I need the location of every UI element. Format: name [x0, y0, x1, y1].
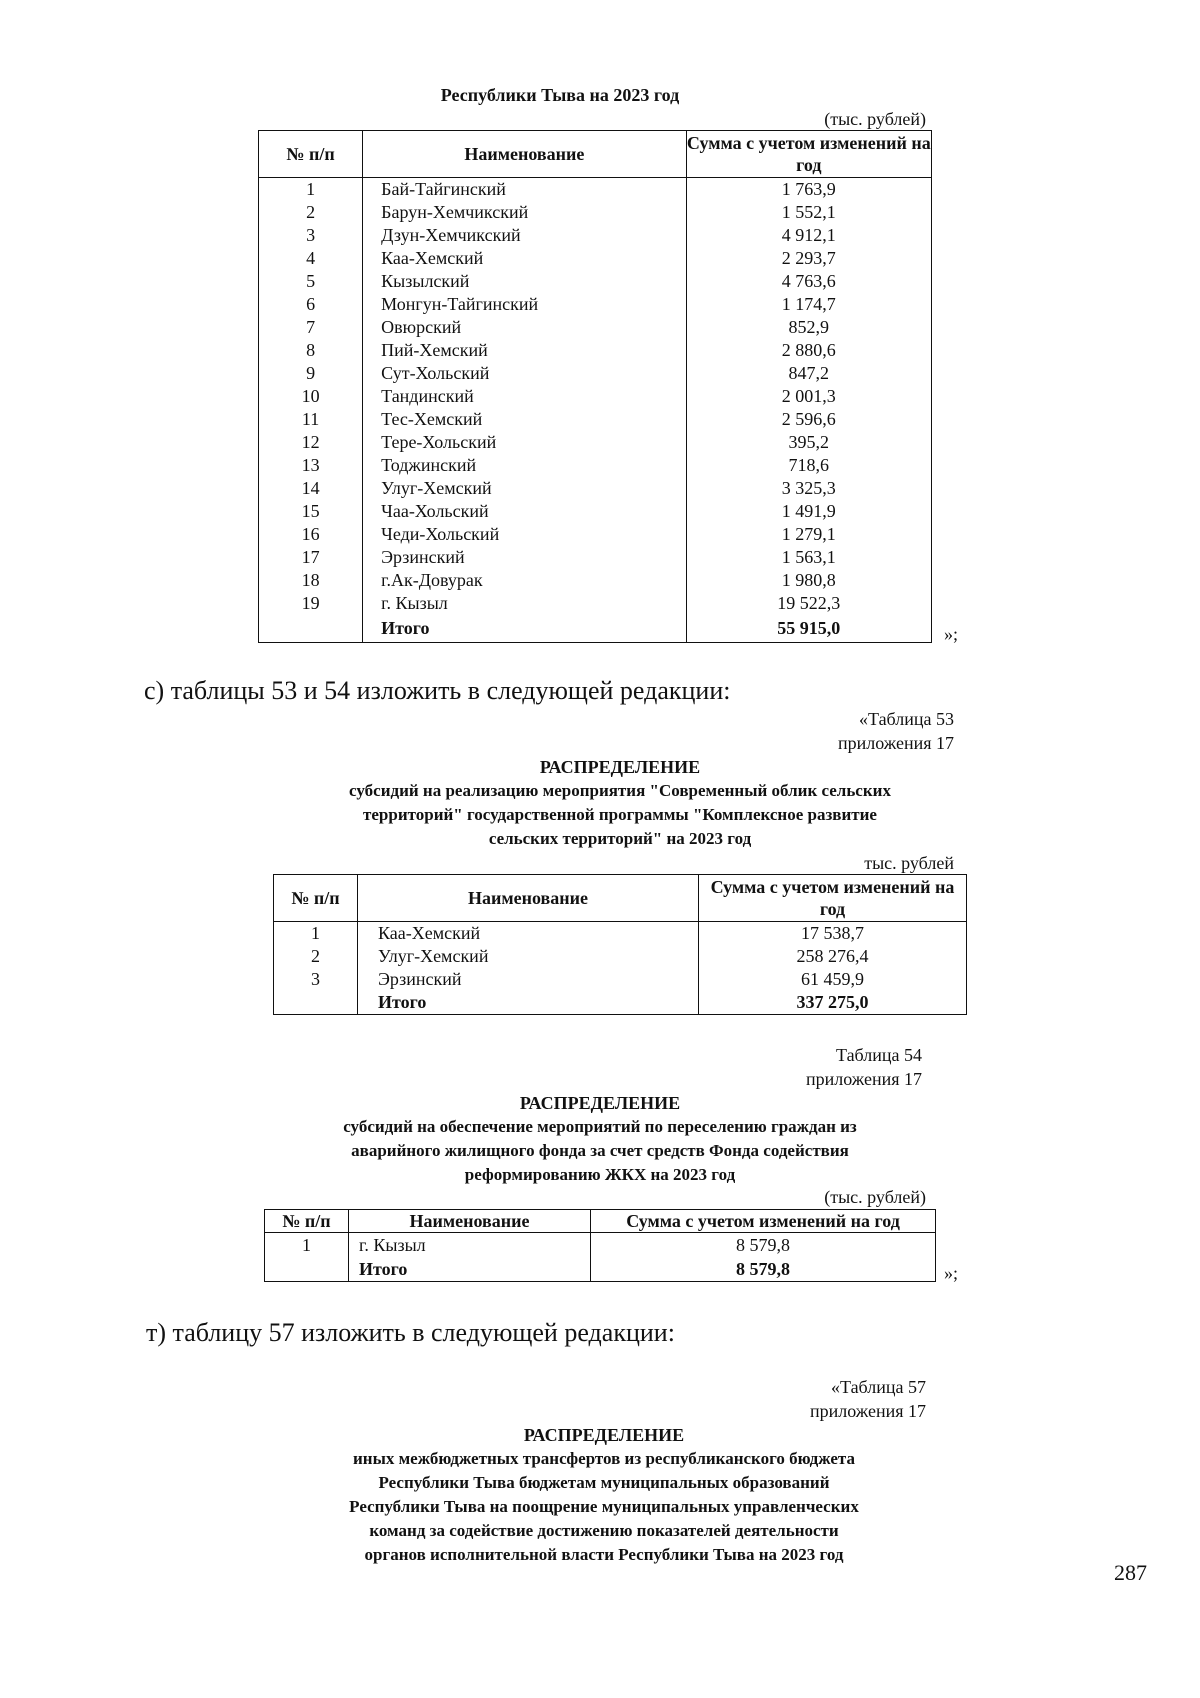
table-row: [259, 316, 932, 339]
paragraph-c: с) таблицы 53 и 54 изложить в следующей редакции:: [144, 676, 731, 705]
col-name-header: Наименование: [363, 131, 686, 178]
row-sum-cell: 4 763,6: [686, 270, 931, 293]
table54-subtitle-2: аварийного жилищного фонда за счет средств Фонда содействия: [351, 1141, 849, 1160]
table57-subtitle-4: команд за содействие достижению показателей деятельности: [369, 1521, 839, 1540]
row-name-cell: Монгун-Тайгинский: [363, 293, 686, 316]
table-row: [259, 224, 932, 247]
row-number-cell: 1: [274, 922, 358, 946]
table54-unit: (тыс. рублей): [824, 1187, 926, 1207]
total-number-cell: [274, 991, 358, 1015]
row-sum-cell: 1 980,8: [686, 569, 931, 592]
row-sum-cell: 1 491,9: [686, 500, 931, 523]
row-sum-cell: 1 563,1: [686, 546, 931, 569]
row-number-cell: 8: [259, 339, 363, 362]
total-row: [259, 615, 932, 643]
table-row: [259, 385, 932, 408]
table54-body: [265, 1233, 936, 1282]
row-sum-cell: 8 579,8: [591, 1233, 936, 1258]
table-row: [259, 477, 932, 500]
row-number-cell: 18: [259, 569, 363, 592]
row-name-cell: Каа-Хемский: [358, 922, 699, 946]
row-number-cell: 10: [259, 385, 363, 408]
row-name-cell: Бай-Тайгинский: [363, 178, 686, 202]
table-row: [259, 362, 932, 385]
total-label-cell: Итого: [349, 1257, 591, 1282]
table57-heading: РАСПРЕДЕЛЕНИЕ: [523, 1425, 685, 1445]
row-name-cell: г. Кызыл: [349, 1233, 591, 1258]
row-number-cell: 13: [259, 454, 363, 477]
col-number-header: № п/п: [265, 1210, 349, 1233]
row-name-cell: Тоджинский: [363, 454, 686, 477]
row-sum-cell: 852,9: [686, 316, 931, 339]
row-number-cell: 4: [259, 247, 363, 270]
total-sum-cell: 8 579,8: [591, 1257, 936, 1282]
table1-body: [259, 178, 932, 643]
row-number-cell: 7: [259, 316, 363, 339]
row-sum-cell: 2 596,6: [686, 408, 931, 431]
row-number-cell: 2: [274, 945, 358, 968]
row-name-cell: г.Ак-Довурак: [363, 569, 686, 592]
row-name-cell: Кызылский: [363, 270, 686, 293]
row-sum-cell: 258 276,4: [699, 945, 967, 968]
row-number-cell: 11: [259, 408, 363, 431]
table-row: [274, 945, 967, 968]
table1: [258, 130, 932, 643]
row-sum-cell: 61 459,9: [699, 968, 967, 991]
table-row: [259, 523, 932, 546]
row-sum-cell: 718,6: [686, 454, 931, 477]
page-number: 287: [1114, 1560, 1147, 1585]
row-number-cell: 15: [259, 500, 363, 523]
table-row: [259, 569, 932, 592]
table-row: [259, 454, 932, 477]
row-number-cell: 1: [259, 178, 363, 202]
table53: [273, 874, 967, 1015]
table54-heading: РАСПРЕДЕЛЕНИЕ: [519, 1093, 681, 1113]
table-row: [274, 922, 967, 946]
table1-unit: (тыс. рублей): [824, 109, 926, 129]
table-row: [259, 178, 932, 202]
table57-subtitle-5: органов исполнительной власти Республики Тыва на 2023 год: [364, 1545, 844, 1564]
table-row: [259, 546, 932, 569]
row-name-cell: Барун-Хемчикский: [363, 201, 686, 224]
row-sum-cell: 3 325,3: [686, 477, 931, 500]
table53-ref-line1: «Таблица 53: [859, 709, 954, 729]
table57-subtitle-2: Республики Тыва бюджетам муниципальных образований: [378, 1473, 830, 1492]
table57-ref-line2: приложения 17: [809, 1401, 926, 1421]
row-number-cell: 6: [259, 293, 363, 316]
row-name-cell: Эрзинский: [363, 546, 686, 569]
row-number-cell: 9: [259, 362, 363, 385]
col-number-header: № п/п: [259, 131, 363, 178]
table57-ref-line1: «Таблица 57: [831, 1377, 926, 1397]
total-number-cell: [265, 1257, 349, 1282]
table-row: [274, 968, 967, 991]
row-number-cell: 14: [259, 477, 363, 500]
row-name-cell: Пий-Хемский: [363, 339, 686, 362]
table53-header-row: [274, 875, 967, 922]
table-row: [259, 339, 932, 362]
table54-header-row: [265, 1210, 936, 1233]
table-row: [259, 500, 932, 523]
row-number-cell: 19: [259, 592, 363, 615]
row-number-cell: 3: [274, 968, 358, 991]
row-sum-cell: 2 001,3: [686, 385, 931, 408]
row-number-cell: 2: [259, 201, 363, 224]
row-name-cell: Улуг-Хемский: [363, 477, 686, 500]
row-number-cell: 3: [259, 224, 363, 247]
row-number-cell: 12: [259, 431, 363, 454]
table54-subtitle-3: реформированию ЖКХ на 2023 год: [464, 1165, 736, 1184]
row-name-cell: Тере-Хольский: [363, 431, 686, 454]
col-sum-header: Сумма с учетом изменений на год: [591, 1210, 936, 1233]
table53-subtitle-2: территорий" государственной программы "Комплексное развитие: [363, 805, 877, 824]
table53-heading: РАСПРЕДЕЛЕНИЕ: [539, 757, 701, 777]
total-label-cell: Итого: [358, 991, 699, 1015]
table-row: [259, 592, 932, 615]
row-number-cell: 1: [265, 1233, 349, 1258]
col-name-header: Наименование: [349, 1210, 591, 1233]
table-row: [265, 1233, 936, 1258]
row-sum-cell: 4 912,1: [686, 224, 931, 247]
row-sum-cell: 19 522,3: [686, 592, 931, 615]
total-number-cell: [259, 615, 363, 643]
table53-ref-line2: приложения 17: [837, 733, 954, 753]
paragraph-t: т) таблицу 57 изложить в следующей редакции:: [146, 1318, 675, 1347]
row-sum-cell: 1 174,7: [686, 293, 931, 316]
table54-ref-line2: приложения 17: [805, 1069, 922, 1089]
row-name-cell: Чеди-Хольский: [363, 523, 686, 546]
row-name-cell: г. Кызыл: [363, 592, 686, 615]
col-number-header: № п/п: [274, 875, 358, 922]
table57-subtitle-3: Республики Тыва на поощрение муниципальных управленческих: [349, 1497, 859, 1516]
table1-closing-quote: »;: [944, 624, 959, 644]
row-name-cell: Тес-Хемский: [363, 408, 686, 431]
table1-title: Республики Тыва на 2023 год: [440, 85, 680, 105]
row-sum-cell: 1 279,1: [686, 523, 931, 546]
table54-closing-quote: »;: [944, 1263, 959, 1283]
row-sum-cell: 1 552,1: [686, 201, 931, 224]
row-sum-cell: 1 763,9: [686, 178, 931, 202]
row-sum-cell: 2 293,7: [686, 247, 931, 270]
row-number-cell: 17: [259, 546, 363, 569]
table54-ref-line1: Таблица 54: [836, 1045, 922, 1065]
row-name-cell: Овюрский: [363, 316, 686, 339]
col-name-header: Наименование: [358, 875, 699, 922]
table53-subtitle-1: субсидий на реализацию мероприятия "Современный облик сельских: [349, 781, 891, 800]
table-row: [259, 270, 932, 293]
col-sum-header: Сумма с учетом изменений на год: [686, 131, 931, 178]
row-sum-cell: 847,2: [686, 362, 931, 385]
row-name-cell: Каа-Хемский: [363, 247, 686, 270]
row-name-cell: Сут-Хольский: [363, 362, 686, 385]
table-row: [259, 293, 932, 316]
row-sum-cell: 2 880,6: [686, 339, 931, 362]
table-row: [259, 408, 932, 431]
table53-subtitle-3: сельских территорий" на 2023 год: [488, 829, 752, 848]
total-row: [274, 991, 967, 1015]
table1-header-row: [259, 131, 932, 178]
row-name-cell: Тандинский: [363, 385, 686, 408]
table57-subtitle-1: иных межбюджетных трансфертов из республиканского бюджета: [352, 1449, 855, 1468]
total-label-cell: Итого: [363, 615, 686, 643]
table54: [264, 1209, 936, 1282]
row-sum-cell: 395,2: [686, 431, 931, 454]
table53-unit: тыс. рублей: [864, 853, 954, 873]
table-row: [259, 201, 932, 224]
row-name-cell: Улуг-Хемский: [358, 945, 699, 968]
row-number-cell: 16: [259, 523, 363, 546]
table-row: [259, 247, 932, 270]
col-sum-header: Сумма с учетом изменений на год: [699, 875, 967, 922]
total-sum-cell: 337 275,0: [699, 991, 967, 1015]
total-row: [265, 1257, 936, 1282]
row-name-cell: Эрзинский: [358, 968, 699, 991]
total-sum-cell: 55 915,0: [686, 615, 931, 643]
row-number-cell: 5: [259, 270, 363, 293]
table-row: [259, 431, 932, 454]
row-name-cell: Дзун-Хемчикский: [363, 224, 686, 247]
table53-body: [274, 922, 967, 1015]
table54-subtitle-1: субсидий на обеспечение мероприятий по переселению граждан из: [343, 1117, 857, 1136]
row-sum-cell: 17 538,7: [699, 922, 967, 946]
row-name-cell: Чаа-Хольский: [363, 500, 686, 523]
